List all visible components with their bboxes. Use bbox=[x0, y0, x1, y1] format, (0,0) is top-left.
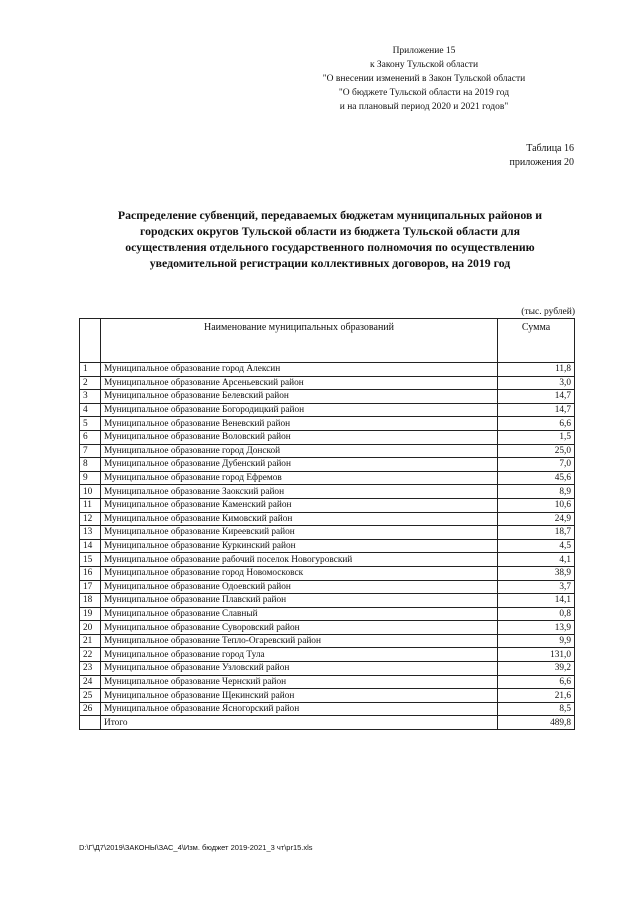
row-name-cell: Муниципальное образование Тепло-Огаревский район bbox=[101, 634, 498, 648]
row-name-cell: Муниципальное образование Кимовский район bbox=[101, 512, 498, 526]
annex-line: Приложение 15 bbox=[392, 46, 456, 56]
row-name-cell: Муниципальное образование Арсеньевский район bbox=[101, 376, 498, 390]
table-row bbox=[80, 594, 575, 608]
row-number-cell: 3 bbox=[80, 390, 101, 404]
row-number-cell: 7 bbox=[80, 444, 101, 458]
row-name-cell: Муниципальное образование Заокский район bbox=[101, 485, 498, 499]
row-sum-cell: 45,6 bbox=[498, 471, 575, 485]
table-row bbox=[80, 471, 575, 485]
row-name-cell: Муниципальное образование Белевский район bbox=[101, 390, 498, 404]
row-name-cell: Муниципальное образование город Алексин bbox=[101, 363, 498, 377]
row-name-cell: Муниципальное образование город Ефремов bbox=[101, 471, 498, 485]
table-row bbox=[80, 363, 575, 377]
row-name-cell: Муниципальное образование город Тула bbox=[101, 648, 498, 662]
row-name-cell: Муниципальное образование Каменский район bbox=[101, 498, 498, 512]
row-number-cell: 25 bbox=[80, 689, 101, 703]
row-sum-cell: 21,6 bbox=[498, 689, 575, 703]
row-number-cell: 9 bbox=[80, 471, 101, 485]
row-name-cell: Муниципальное образование Куркинский район bbox=[101, 539, 498, 553]
table-reference-line: приложения 20 bbox=[509, 157, 574, 168]
table-reference bbox=[510, 142, 574, 170]
annex-block bbox=[274, 44, 574, 114]
row-name-cell: Муниципальное образование Суворовский район bbox=[101, 621, 498, 635]
row-number-cell: 4 bbox=[80, 403, 101, 417]
annex-line: и на плановый период 2020 и 2021 годов" bbox=[339, 102, 509, 112]
file-path-footer: D:\Г\Д7\2019\ЗАКОНЫ\ЗАС_4\Изм. бюджет 2019-2021_3 чт\pr15.xls bbox=[79, 843, 313, 852]
table-row bbox=[80, 702, 575, 716]
table-row bbox=[80, 498, 575, 512]
row-name-cell: Муниципальное образование Богородицкий район bbox=[101, 403, 498, 417]
row-sum-cell: 131,0 bbox=[498, 648, 575, 662]
table-row bbox=[80, 512, 575, 526]
distribution-table bbox=[79, 318, 575, 730]
table-row bbox=[80, 444, 575, 458]
row-sum-cell: 3,7 bbox=[498, 580, 575, 594]
row-number-cell: 11 bbox=[80, 498, 101, 512]
table-row bbox=[80, 648, 575, 662]
row-sum-cell: 3,0 bbox=[498, 376, 575, 390]
table-row bbox=[80, 430, 575, 444]
table-row bbox=[80, 539, 575, 553]
document-title bbox=[90, 207, 570, 271]
row-name-cell: Муниципальное образование Плавский район bbox=[101, 594, 498, 608]
units-label: (тыс. рублей) bbox=[521, 307, 575, 317]
row-number-cell: 24 bbox=[80, 675, 101, 689]
row-name-cell: Муниципальное образование Дубенский район bbox=[101, 458, 498, 472]
row-number-cell: 8 bbox=[80, 458, 101, 472]
row-number-cell: 18 bbox=[80, 594, 101, 608]
table-row bbox=[80, 376, 575, 390]
row-number-cell: 19 bbox=[80, 607, 101, 621]
row-sum-cell: 11,8 bbox=[498, 363, 575, 377]
row-number-cell: 17 bbox=[80, 580, 101, 594]
row-number-cell: 26 bbox=[80, 702, 101, 716]
row-name-cell: Муниципальное образование Щекинский район bbox=[101, 689, 498, 703]
total-number-cell bbox=[80, 716, 101, 730]
row-sum-cell: 39,2 bbox=[498, 662, 575, 676]
row-sum-cell: 0,8 bbox=[498, 607, 575, 621]
row-sum-cell: 25,0 bbox=[498, 444, 575, 458]
annex-line: "О бюджете Тульской области на 2019 год bbox=[338, 88, 510, 98]
table-body bbox=[80, 363, 575, 730]
row-sum-cell: 1,5 bbox=[498, 430, 575, 444]
header-sum-cell: Сумма bbox=[498, 319, 575, 363]
row-name-cell: Муниципальное образование Одоевский район bbox=[101, 580, 498, 594]
row-number-cell: 1 bbox=[80, 363, 101, 377]
row-number-cell: 5 bbox=[80, 417, 101, 431]
row-sum-cell: 6,6 bbox=[498, 675, 575, 689]
row-name-cell: Муниципальное образование Чернский район bbox=[101, 675, 498, 689]
row-number-cell: 10 bbox=[80, 485, 101, 499]
row-number-cell: 21 bbox=[80, 634, 101, 648]
table-row bbox=[80, 662, 575, 676]
table-row bbox=[80, 417, 575, 431]
row-name-cell: Муниципальное образование Воловский район bbox=[101, 430, 498, 444]
row-sum-cell: 7,0 bbox=[498, 458, 575, 472]
row-number-cell: 12 bbox=[80, 512, 101, 526]
row-number-cell: 2 bbox=[80, 376, 101, 390]
row-sum-cell: 6,6 bbox=[498, 417, 575, 431]
table-row bbox=[80, 458, 575, 472]
total-label-cell: Итого bbox=[101, 716, 498, 730]
table-row bbox=[80, 607, 575, 621]
row-sum-cell: 9,9 bbox=[498, 634, 575, 648]
title-line: городских округов Тульской области из бюджета Тульской области для bbox=[140, 224, 520, 238]
header-name-cell: Наименование муниципальных образований bbox=[101, 319, 498, 363]
row-name-cell: Муниципальное образование Киреевский район bbox=[101, 526, 498, 540]
row-sum-cell: 8,9 bbox=[498, 485, 575, 499]
title-line: Распределение субвенций, передаваемых бюджетам муниципальных районов и bbox=[117, 208, 543, 222]
table-row bbox=[80, 634, 575, 648]
table-header-row bbox=[80, 319, 575, 363]
row-number-cell: 13 bbox=[80, 526, 101, 540]
total-sum-cell: 489,8 bbox=[498, 716, 575, 730]
row-sum-cell: 8,5 bbox=[498, 702, 575, 716]
header-number-cell bbox=[80, 319, 101, 363]
title-line: осуществления отдельного государственного полномочия по осуществлению bbox=[125, 240, 535, 254]
row-sum-cell: 14,1 bbox=[498, 594, 575, 608]
annex-line: к Закону Тульской области bbox=[369, 60, 479, 70]
row-sum-cell: 4,5 bbox=[498, 539, 575, 553]
row-sum-cell: 14,7 bbox=[498, 390, 575, 404]
row-name-cell: Муниципальное образование город Донской bbox=[101, 444, 498, 458]
table-reference-line: Таблица 16 bbox=[526, 143, 574, 154]
row-number-cell: 15 bbox=[80, 553, 101, 567]
row-name-cell: Муниципальное образование Узловский район bbox=[101, 662, 498, 676]
table-row bbox=[80, 580, 575, 594]
row-sum-cell: 13,9 bbox=[498, 621, 575, 635]
table-row bbox=[80, 675, 575, 689]
table-total-row bbox=[80, 716, 575, 730]
row-sum-cell: 14,7 bbox=[498, 403, 575, 417]
annex-line: "О внесении изменений в Закон Тульской области bbox=[322, 74, 526, 84]
table-row bbox=[80, 526, 575, 540]
row-number-cell: 6 bbox=[80, 430, 101, 444]
row-name-cell: Муниципальное образование рабочий поселок Новогуровский bbox=[101, 553, 498, 567]
table-row bbox=[80, 689, 575, 703]
table-row bbox=[80, 403, 575, 417]
row-number-cell: 22 bbox=[80, 648, 101, 662]
row-number-cell: 23 bbox=[80, 662, 101, 676]
row-name-cell: Муниципальное образование город Новомосковск bbox=[101, 566, 498, 580]
title-line: уведомительной регистрации коллективных договоров, на 2019 год bbox=[149, 256, 511, 270]
row-number-cell: 14 bbox=[80, 539, 101, 553]
row-name-cell: Муниципальное образование Ясногорский район bbox=[101, 702, 498, 716]
row-sum-cell: 4,1 bbox=[498, 553, 575, 567]
row-number-cell: 20 bbox=[80, 621, 101, 635]
row-name-cell: Муниципальное образование Веневский район bbox=[101, 417, 498, 431]
row-sum-cell: 24,9 bbox=[498, 512, 575, 526]
row-sum-cell: 38,9 bbox=[498, 566, 575, 580]
table-row bbox=[80, 390, 575, 404]
table-row bbox=[80, 621, 575, 635]
table-row bbox=[80, 485, 575, 499]
row-sum-cell: 10,6 bbox=[498, 498, 575, 512]
row-name-cell: Муниципальное образование Славный bbox=[101, 607, 498, 621]
table-row bbox=[80, 566, 575, 580]
row-number-cell: 16 bbox=[80, 566, 101, 580]
table-row bbox=[80, 553, 575, 567]
row-sum-cell: 18,7 bbox=[498, 526, 575, 540]
